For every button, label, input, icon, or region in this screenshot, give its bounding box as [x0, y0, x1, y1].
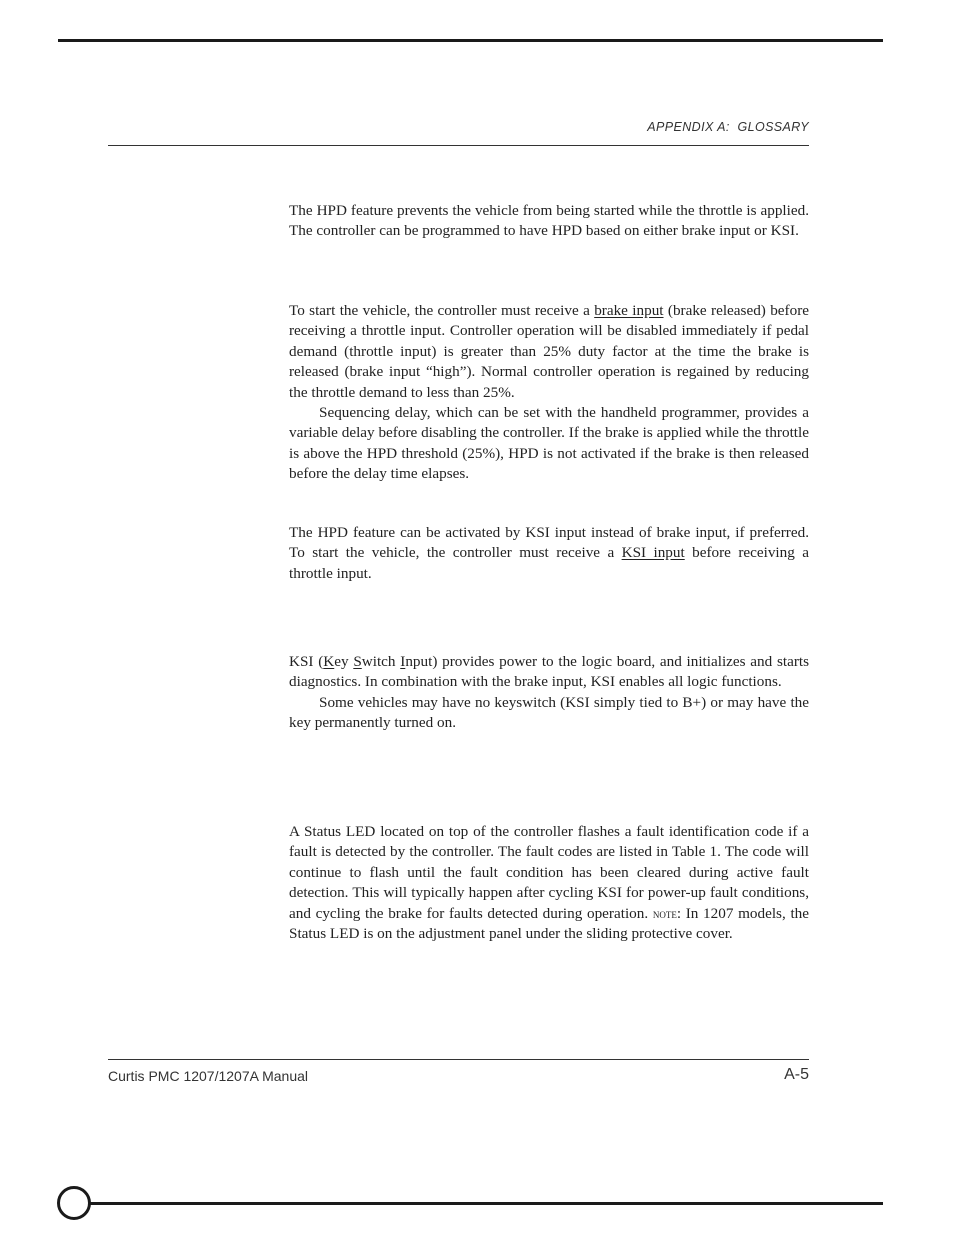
hpd-brake-paragraph-2: Sequencing delay, which can be set with the handheld programmer, provides a variable delay before disabling the controller. If the brake is applied while the throttle is above the HPD threshold (25%), HPD is not activated if the brake is then released before the delay time elapses. [289, 404, 809, 483]
text-run: before receiving a throttle input. [289, 544, 809, 582]
hpd-ksi-paragraph [289, 523, 809, 584]
section-hpd-intro [289, 201, 809, 242]
section-hpd-ksi [289, 523, 809, 584]
section-ksi [289, 652, 809, 734]
top-border-rule [58, 39, 883, 42]
ksi-letter-i: I [400, 653, 406, 670]
note-label: note [652, 905, 677, 921]
section-hpd-brake [289, 301, 809, 485]
status-led-paragraph [289, 822, 809, 944]
footer-page-number: A-5 [784, 1066, 809, 1083]
hpd-intro-paragraph: The HPD feature prevents the vehicle from being started while the throttle is applied. The controller can be programmed to have HPD based on either brake input or KSI. [289, 202, 809, 240]
ksi-letter-s: S [353, 653, 362, 670]
ksi-paragraph-2: Some vehicles may have no keyswitch (KSI simply tied to B+) or may have the key permanently turned on. [289, 693, 809, 732]
text-run: : In 1207 models, the Status LED is on the adjustment panel under the sliding protective cover. [289, 904, 809, 943]
section-status-led [289, 822, 809, 944]
hpd-brake-paragraph-1 [289, 301, 809, 403]
footer-rule [108, 1059, 809, 1060]
text-run: ey [334, 653, 354, 670]
brake-input-term: brake input [594, 302, 664, 319]
text-run: A Status LED located on top of the controller flashes a fault identification code if a fault is detected by the controller. The fault codes are listed in Table 1. The code will continue to flash until the fault condition has been cleared during active fault detection. This will typically happen after cycling KSI for power-up fault conditions, and cycling the brake for faults detected during operation. [289, 823, 809, 922]
ksi-letter-k: K [323, 653, 335, 670]
text-run: To start the vehicle, the controller must receive a [289, 302, 595, 319]
bottom-border-rule [88, 1202, 883, 1205]
footer-manual-title: Curtis PMC 1207/1207A Manual [108, 1068, 308, 1084]
running-head: APPENDIX A: GLOSSARY [647, 120, 809, 134]
text-run: nput) provides power to the logic board, and initializes and starts diagnostics. In combination with the brake input, KSI enables all logic functions. [289, 653, 810, 691]
ksi-paragraph-1 [289, 652, 809, 693]
text-run: KSI ( [289, 653, 324, 670]
text-run: The HPD feature can be activated by KSI input instead of brake input, if preferred. To start the vehicle, the controller must receive a [289, 524, 809, 562]
header-rule [108, 145, 809, 146]
ksi-input-term: KSI input [621, 544, 685, 562]
text-run: witch [361, 653, 401, 670]
binder-hole-icon [57, 1186, 91, 1220]
text-run: (brake released) before receiving a throttle input. Controller operation will be disabled immediately if pedal demand (throttle input) is greater than 25% duty factor at the time the brake is released (brake input “high”). Normal controller operation is regained by reducing the throttle demand to less than 25%. [289, 302, 809, 401]
